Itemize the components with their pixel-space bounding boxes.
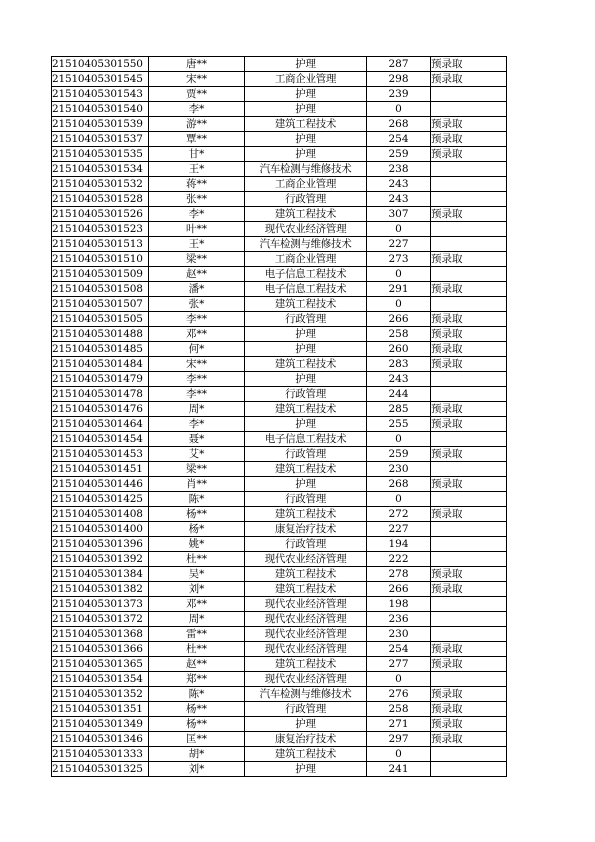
- cell-score: 0: [367, 267, 431, 282]
- table-row: [52, 417, 507, 432]
- cell-name: 周*: [149, 402, 245, 417]
- cell-name: 梁**: [149, 252, 245, 267]
- cell-exam-id: 21510405301479: [52, 372, 149, 387]
- cell-score: 259: [367, 147, 431, 162]
- cell-score: 272: [367, 507, 431, 522]
- table-row: [52, 642, 507, 657]
- table-row: [52, 192, 507, 207]
- cell-exam-id: 21510405301488: [52, 327, 149, 342]
- cell-name: 赵**: [149, 267, 245, 282]
- admission-table: [51, 56, 507, 777]
- cell-exam-id: 21510405301478: [52, 387, 149, 402]
- table-row: [52, 657, 507, 672]
- cell-exam-id: 21510405301365: [52, 657, 149, 672]
- table-row: [52, 507, 507, 522]
- cell-score: 273: [367, 252, 431, 267]
- cell-exam-id: 21510405301425: [52, 492, 149, 507]
- cell-name: 邓**: [149, 327, 245, 342]
- cell-exam-id: 21510405301366: [52, 642, 149, 657]
- cell-name: 唐**: [149, 57, 245, 72]
- cell-major: 行政管理: [245, 537, 367, 552]
- table-row: [52, 747, 507, 762]
- cell-status: 预录取: [431, 252, 507, 267]
- cell-major: 建筑工程技术: [245, 567, 367, 582]
- cell-score: 258: [367, 702, 431, 717]
- cell-score: 254: [367, 132, 431, 147]
- cell-score: 271: [367, 717, 431, 732]
- cell-major: 护理: [245, 342, 367, 357]
- cell-exam-id: 21510405301354: [52, 672, 149, 687]
- cell-name: 李**: [149, 312, 245, 327]
- cell-name: 宋**: [149, 72, 245, 87]
- table-row: [52, 702, 507, 717]
- cell-status: [431, 192, 507, 207]
- cell-score: 268: [367, 477, 431, 492]
- cell-score: 255: [367, 417, 431, 432]
- cell-status: [431, 297, 507, 312]
- cell-major: 护理: [245, 417, 367, 432]
- cell-exam-id: 21510405301476: [52, 402, 149, 417]
- cell-score: 277: [367, 657, 431, 672]
- cell-score: 276: [367, 687, 431, 702]
- cell-score: 238: [367, 162, 431, 177]
- cell-score: 0: [367, 747, 431, 762]
- cell-name: 王*: [149, 237, 245, 252]
- cell-major: 建筑工程技术: [245, 357, 367, 372]
- cell-score: 266: [367, 312, 431, 327]
- cell-score: 266: [367, 582, 431, 597]
- table-row: [52, 627, 507, 642]
- cell-status: 预录取: [431, 147, 507, 162]
- cell-score: 278: [367, 567, 431, 582]
- table-row: [52, 237, 507, 252]
- cell-name: 李**: [149, 372, 245, 387]
- cell-name: 杨**: [149, 717, 245, 732]
- cell-status: [431, 537, 507, 552]
- table-row: [52, 612, 507, 627]
- cell-major: 汽车检测与维修技术: [245, 687, 367, 702]
- cell-name: 刘*: [149, 762, 245, 777]
- cell-status: [431, 267, 507, 282]
- cell-name: 肖**: [149, 477, 245, 492]
- cell-score: 254: [367, 642, 431, 657]
- cell-status: 预录取: [431, 327, 507, 342]
- cell-exam-id: 21510405301349: [52, 717, 149, 732]
- cell-major: 建筑工程技术: [245, 117, 367, 132]
- cell-exam-id: 21510405301382: [52, 582, 149, 597]
- table-row: [52, 432, 507, 447]
- table-row: [52, 267, 507, 282]
- cell-exam-id: 21510405301451: [52, 462, 149, 477]
- cell-score: 236: [367, 612, 431, 627]
- cell-exam-id: 21510405301523: [52, 222, 149, 237]
- cell-exam-id: 21510405301550: [52, 57, 149, 72]
- table-row: [52, 162, 507, 177]
- cell-exam-id: 21510405301454: [52, 432, 149, 447]
- cell-status: 预录取: [431, 687, 507, 702]
- table-row: [52, 672, 507, 687]
- cell-score: 227: [367, 237, 431, 252]
- cell-exam-id: 21510405301532: [52, 177, 149, 192]
- cell-name: 叶**: [149, 222, 245, 237]
- cell-name: 吴*: [149, 567, 245, 582]
- table-row: [52, 87, 507, 102]
- cell-score: 194: [367, 537, 431, 552]
- cell-exam-id: 21510405301537: [52, 132, 149, 147]
- cell-major: 行政管理: [245, 447, 367, 462]
- table-row: [52, 177, 507, 192]
- cell-exam-id: 21510405301373: [52, 597, 149, 612]
- cell-exam-id: 21510405301543: [52, 87, 149, 102]
- cell-major: 现代农业经济管理: [245, 642, 367, 657]
- cell-major: 工商企业管理: [245, 72, 367, 87]
- cell-name: 甘*: [149, 147, 245, 162]
- cell-name: 周*: [149, 612, 245, 627]
- table-row: [52, 327, 507, 342]
- cell-major: 现代农业经济管理: [245, 627, 367, 642]
- cell-exam-id: 21510405301528: [52, 192, 149, 207]
- cell-score: 239: [367, 87, 431, 102]
- cell-major: 工商企业管理: [245, 252, 367, 267]
- table-row: [52, 252, 507, 267]
- cell-status: 预录取: [431, 117, 507, 132]
- cell-score: 0: [367, 672, 431, 687]
- cell-score: 291: [367, 282, 431, 297]
- cell-status: 预录取: [431, 72, 507, 87]
- cell-exam-id: 21510405301351: [52, 702, 149, 717]
- table-row: [52, 207, 507, 222]
- cell-score: 287: [367, 57, 431, 72]
- cell-status: 预录取: [431, 132, 507, 147]
- cell-status: 预录取: [431, 342, 507, 357]
- table-row: [52, 537, 507, 552]
- cell-status: 预录取: [431, 282, 507, 297]
- cell-exam-id: 21510405301484: [52, 357, 149, 372]
- cell-major: 建筑工程技术: [245, 462, 367, 477]
- cell-major: 工商企业管理: [245, 177, 367, 192]
- cell-exam-id: 21510405301368: [52, 627, 149, 642]
- cell-score: 230: [367, 627, 431, 642]
- cell-major: 汽车检测与维修技术: [245, 162, 367, 177]
- cell-status: [431, 612, 507, 627]
- table-row: [52, 492, 507, 507]
- table-row: [52, 582, 507, 597]
- cell-status: [431, 462, 507, 477]
- table-row: [52, 762, 507, 777]
- cell-status: 预录取: [431, 417, 507, 432]
- cell-major: 电子信息工程技术: [245, 432, 367, 447]
- cell-status: 预录取: [431, 207, 507, 222]
- cell-name: 覃**: [149, 132, 245, 147]
- table-body: [52, 57, 507, 777]
- cell-name: 李*: [149, 207, 245, 222]
- cell-score: 243: [367, 177, 431, 192]
- cell-name: 艾*: [149, 447, 245, 462]
- cell-major: 护理: [245, 372, 367, 387]
- cell-status: 预录取: [431, 642, 507, 657]
- table-row: [52, 297, 507, 312]
- cell-name: 潘*: [149, 282, 245, 297]
- table-row: [52, 717, 507, 732]
- cell-major: 建筑工程技术: [245, 657, 367, 672]
- cell-major: 建筑工程技术: [245, 297, 367, 312]
- cell-name: 杨*: [149, 522, 245, 537]
- cell-name: 杨**: [149, 702, 245, 717]
- cell-exam-id: 21510405301510: [52, 252, 149, 267]
- cell-exam-id: 21510405301534: [52, 162, 149, 177]
- table-row: [52, 402, 507, 417]
- cell-status: [431, 597, 507, 612]
- cell-status: [431, 747, 507, 762]
- cell-major: 建筑工程技术: [245, 582, 367, 597]
- cell-status: 预录取: [431, 657, 507, 672]
- cell-status: [431, 432, 507, 447]
- table-row: [52, 732, 507, 747]
- cell-exam-id: 21510405301509: [52, 267, 149, 282]
- cell-status: [431, 177, 507, 192]
- table-row: [52, 372, 507, 387]
- cell-exam-id: 21510405301333: [52, 747, 149, 762]
- cell-exam-id: 21510405301446: [52, 477, 149, 492]
- cell-major: 康复治疗技术: [245, 732, 367, 747]
- cell-exam-id: 21510405301396: [52, 537, 149, 552]
- cell-exam-id: 21510405301540: [52, 102, 149, 117]
- cell-exam-id: 21510405301408: [52, 507, 149, 522]
- cell-status: 预录取: [431, 567, 507, 582]
- cell-major: 建筑工程技术: [245, 207, 367, 222]
- cell-status: 预录取: [431, 477, 507, 492]
- cell-status: 预录取: [431, 447, 507, 462]
- cell-score: 230: [367, 462, 431, 477]
- cell-exam-id: 21510405301535: [52, 147, 149, 162]
- cell-score: 0: [367, 432, 431, 447]
- cell-name: 游**: [149, 117, 245, 132]
- cell-exam-id: 21510405301384: [52, 567, 149, 582]
- table-row: [52, 567, 507, 582]
- cell-status: [431, 87, 507, 102]
- cell-score: 283: [367, 357, 431, 372]
- cell-status: [431, 762, 507, 777]
- table-row: [52, 117, 507, 132]
- cell-score: 198: [367, 597, 431, 612]
- cell-major: 护理: [245, 327, 367, 342]
- cell-status: [431, 372, 507, 387]
- cell-exam-id: 21510405301464: [52, 417, 149, 432]
- cell-score: 260: [367, 342, 431, 357]
- cell-score: 259: [367, 447, 431, 462]
- cell-status: [431, 627, 507, 642]
- cell-status: 预录取: [431, 717, 507, 732]
- cell-status: [431, 522, 507, 537]
- cell-name: 蒋**: [149, 177, 245, 192]
- cell-major: 建筑工程技术: [245, 402, 367, 417]
- cell-major: 行政管理: [245, 702, 367, 717]
- cell-exam-id: 21510405301505: [52, 312, 149, 327]
- table-row: [52, 387, 507, 402]
- cell-name: 何*: [149, 342, 245, 357]
- cell-major: 护理: [245, 477, 367, 492]
- table-row: [52, 222, 507, 237]
- cell-name: 胡*: [149, 747, 245, 762]
- cell-score: 0: [367, 102, 431, 117]
- table-row: [52, 282, 507, 297]
- table-row: [52, 102, 507, 117]
- cell-major: 行政管理: [245, 312, 367, 327]
- cell-name: 陈*: [149, 492, 245, 507]
- cell-name: 杜**: [149, 642, 245, 657]
- cell-major: 护理: [245, 57, 367, 72]
- cell-score: 298: [367, 72, 431, 87]
- cell-exam-id: 21510405301352: [52, 687, 149, 702]
- cell-score: 244: [367, 387, 431, 402]
- cell-name: 陈*: [149, 687, 245, 702]
- cell-name: 聂*: [149, 432, 245, 447]
- cell-exam-id: 21510405301507: [52, 297, 149, 312]
- cell-major: 护理: [245, 762, 367, 777]
- cell-major: 护理: [245, 102, 367, 117]
- table-row: [52, 477, 507, 492]
- cell-score: 243: [367, 192, 431, 207]
- cell-major: 汽车检测与维修技术: [245, 237, 367, 252]
- cell-exam-id: 21510405301453: [52, 447, 149, 462]
- cell-name: 李**: [149, 387, 245, 402]
- cell-status: [431, 102, 507, 117]
- cell-name: 宋**: [149, 357, 245, 372]
- table-row: [52, 462, 507, 477]
- cell-name: 李*: [149, 417, 245, 432]
- cell-score: 307: [367, 207, 431, 222]
- cell-status: 预录取: [431, 582, 507, 597]
- cell-major: 护理: [245, 147, 367, 162]
- table-row: [52, 312, 507, 327]
- cell-score: 0: [367, 222, 431, 237]
- cell-major: 护理: [245, 717, 367, 732]
- cell-name: 贾**: [149, 87, 245, 102]
- cell-score: 268: [367, 117, 431, 132]
- cell-exam-id: 21510405301513: [52, 237, 149, 252]
- cell-name: 雷**: [149, 627, 245, 642]
- table-row: [52, 147, 507, 162]
- cell-exam-id: 21510405301526: [52, 207, 149, 222]
- table-row: [52, 687, 507, 702]
- cell-exam-id: 21510405301325: [52, 762, 149, 777]
- cell-status: [431, 222, 507, 237]
- cell-major: 行政管理: [245, 387, 367, 402]
- cell-name: 王*: [149, 162, 245, 177]
- cell-major: 现代农业经济管理: [245, 222, 367, 237]
- cell-status: 预录取: [431, 312, 507, 327]
- cell-major: 建筑工程技术: [245, 747, 367, 762]
- cell-score: 222: [367, 552, 431, 567]
- table-row: [52, 342, 507, 357]
- cell-score: 258: [367, 327, 431, 342]
- table-row: [52, 447, 507, 462]
- cell-major: 护理: [245, 132, 367, 147]
- cell-score: 0: [367, 492, 431, 507]
- cell-status: 预录取: [431, 507, 507, 522]
- cell-status: [431, 237, 507, 252]
- cell-status: 预录取: [431, 357, 507, 372]
- table-row: [52, 57, 507, 72]
- cell-exam-id: 21510405301372: [52, 612, 149, 627]
- cell-score: 297: [367, 732, 431, 747]
- cell-name: 匡**: [149, 732, 245, 747]
- cell-exam-id: 21510405301545: [52, 72, 149, 87]
- cell-major: 现代农业经济管理: [245, 597, 367, 612]
- cell-status: 预录取: [431, 732, 507, 747]
- cell-major: 行政管理: [245, 192, 367, 207]
- cell-exam-id: 21510405301400: [52, 522, 149, 537]
- cell-status: [431, 492, 507, 507]
- cell-name: 杨**: [149, 507, 245, 522]
- cell-major: 电子信息工程技术: [245, 282, 367, 297]
- cell-status: 预录取: [431, 57, 507, 72]
- cell-exam-id: 21510405301485: [52, 342, 149, 357]
- cell-name: 邓**: [149, 597, 245, 612]
- cell-status: [431, 162, 507, 177]
- cell-major: 康复治疗技术: [245, 522, 367, 537]
- table-row: [52, 522, 507, 537]
- cell-score: 227: [367, 522, 431, 537]
- cell-major: 电子信息工程技术: [245, 267, 367, 282]
- cell-name: 李*: [149, 102, 245, 117]
- cell-exam-id: 21510405301346: [52, 732, 149, 747]
- cell-name: 张**: [149, 192, 245, 207]
- cell-major: 建筑工程技术: [245, 507, 367, 522]
- cell-status: 预录取: [431, 402, 507, 417]
- cell-exam-id: 21510405301539: [52, 117, 149, 132]
- cell-name: 郑**: [149, 672, 245, 687]
- table-row: [52, 132, 507, 147]
- cell-name: 梁**: [149, 462, 245, 477]
- cell-status: 预录取: [431, 702, 507, 717]
- table-row: [52, 552, 507, 567]
- cell-status: [431, 672, 507, 687]
- table-row: [52, 72, 507, 87]
- cell-major: 护理: [245, 87, 367, 102]
- cell-status: [431, 552, 507, 567]
- cell-name: 张*: [149, 297, 245, 312]
- cell-major: 行政管理: [245, 492, 367, 507]
- cell-score: 285: [367, 402, 431, 417]
- cell-major: 现代农业经济管理: [245, 672, 367, 687]
- cell-exam-id: 21510405301508: [52, 282, 149, 297]
- cell-status: [431, 387, 507, 402]
- cell-score: 243: [367, 372, 431, 387]
- cell-name: 姚*: [149, 537, 245, 552]
- cell-exam-id: 21510405301392: [52, 552, 149, 567]
- cell-major: 现代农业经济管理: [245, 552, 367, 567]
- cell-name: 刘*: [149, 582, 245, 597]
- table-row: [52, 597, 507, 612]
- cell-score: 241: [367, 762, 431, 777]
- cell-name: 赵**: [149, 657, 245, 672]
- cell-major: 现代农业经济管理: [245, 612, 367, 627]
- cell-score: 0: [367, 297, 431, 312]
- table-row: [52, 357, 507, 372]
- cell-name: 杜**: [149, 552, 245, 567]
